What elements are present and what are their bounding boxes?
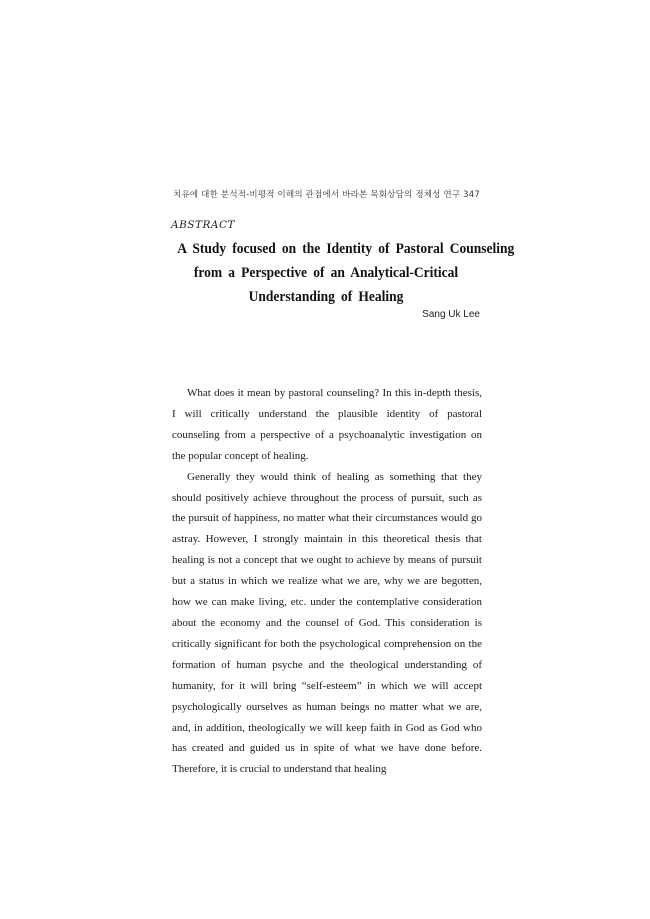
abstract-body (172, 383, 482, 780)
title-line: from a Perspective of an Analytical-Critical (193, 265, 459, 281)
title-line: Understanding of Healing (248, 289, 404, 305)
abstract-paragraph: What does it mean by pastoral counseling? In this in-depth thesis, I will critically understand the plausible identity of pastoral counseling from a perspective of a psychoanalytic investigation on the popular concept of healing. (172, 387, 482, 462)
title-line: A Study focused on the Identity of Pastoral Counseling (177, 241, 515, 257)
running-header: 치유에 대한 분석적-비평적 이해의 관점에서 바라본 목회상담의 정체성 연구 347 (173, 190, 480, 200)
author-name: Sang Uk Lee (422, 309, 480, 320)
abstract-paragraph: Generally they would think of healing as something that they should positively achieve throughout the process of pursuit, such as the pursuit of happiness, no matter what their circumstances would go astray. However, I strongly maintain in this theoretical thesis that healing is not a concept that we ought to achieve by means of pursuit but a status in which we realize what we are, why we are begotten, how we can make living, etc. under the contemplative consideration about the economy and the counsel of God. This consideration is critically significant for both the psychological comprehension on the formation of human psyche and the theological understanding of humanity, for it will bring “self-esteem” in which we will accept psychologically ourselves as human beings no matter what we are, and, in addition, theologically we will keep faith in God as God who has created and guided us in spite of what we have done before. Therefore, it is crucial to understand that healing (172, 470, 482, 776)
paper-title (177, 237, 515, 309)
abstract-label: ABSTRACT (171, 219, 236, 231)
